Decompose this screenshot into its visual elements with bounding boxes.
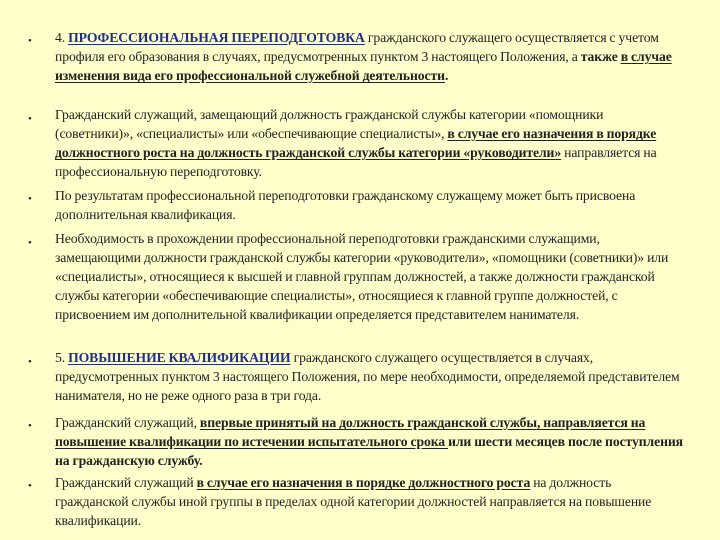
paragraph-retraining-managers — [55, 105, 683, 181]
paragraph-qualification-upgrade — [55, 348, 683, 405]
text-run-bold: также — [580, 49, 618, 64]
paragraph-professional-retraining — [55, 28, 683, 85]
bullet-dot: • — [28, 113, 32, 125]
text-run-emphasis: в случае его назначения в порядке должностного роста — [196, 475, 531, 490]
bullet-dot: • — [28, 35, 32, 47]
text-run-bold: . — [444, 68, 449, 83]
heading-professional-retraining: ПРОФЕССИОНАЛЬНАЯ ПЕРЕПОДГОТОВКА — [68, 30, 365, 45]
text-run: Гражданский служащий, — [55, 415, 200, 430]
text-run: на должность гражданской службы иной группы в пределах одной категории должностей направляется на повышение квалификации. — [55, 475, 652, 528]
paragraph-promotion — [55, 473, 683, 530]
bullet-dot: • — [28, 480, 32, 492]
paragraph-additional-qualification — [55, 186, 683, 224]
bullet-dot: • — [28, 237, 32, 249]
text-run-emphasis: в случае изменения вида его профессиональной служебной деятельности — [55, 49, 672, 83]
text-run: По результатам профессиональной переподготовки гражданскому служащему может быть присвоена дополнительная квалификация. — [55, 188, 636, 222]
text-run: гражданского служащего осуществляется в случаях, предусмотренных пунктом 3 настоящего Положения, по мере необходимости, определяемой представителем нанимателя, но не реже одного раза в три года. — [55, 350, 680, 403]
paragraph-newly-hired — [55, 413, 683, 470]
heading-qualification-upgrade: ПОВЫШЕНИЕ КВАЛИФИКАЦИИ — [68, 350, 291, 365]
text-run: направляется на профессиональную переподготовку. — [55, 145, 657, 179]
item-number: 4. — [55, 30, 69, 45]
text-run: Необходимость в прохождении профессиональной переподготовки гражданскими служащими, замещающими должности гражданской службы категории «руководители», «помощники (советники)» или «специалисты», относящиеся к высшей и главной группам должностей, а также должности гражданской службы категории «обеспечивающие специалисты», относящиеся к главной группе должностей, с присвоением им дополнительной квалификации определяется представителем нанимателя. — [55, 231, 669, 322]
text-run: Гражданский служащий — [55, 475, 197, 490]
text-run-emphasis: в случае его назначения в порядке должностного роста на должность гражданской службы категории «руководители» — [55, 126, 657, 160]
text-run-bold: или шести месяцев после поступления на гражданскую службу. — [55, 434, 683, 468]
text-run: гражданского служащего осуществляется с учетом профиля его образования в случаях, предусмотренных пунктом 3 настоящего Положения, а — [55, 30, 659, 64]
paragraph-retraining-necessity — [55, 229, 683, 324]
text-run-emphasis: впервые принятый на должность гражданской службы, направляется на повышение квалификации по истечении испытательного срока — [55, 415, 646, 449]
bullet-dot: • — [28, 420, 32, 432]
bullet-dot: • — [28, 193, 32, 205]
text-run: Гражданский служащий, замещающий должность гражданской службы категории «помощники (советники)», «специалисты» или «обеспечивающие специалисты», — [55, 107, 604, 141]
bullet-dot: • — [28, 356, 32, 368]
item-number: 5. — [55, 350, 69, 365]
